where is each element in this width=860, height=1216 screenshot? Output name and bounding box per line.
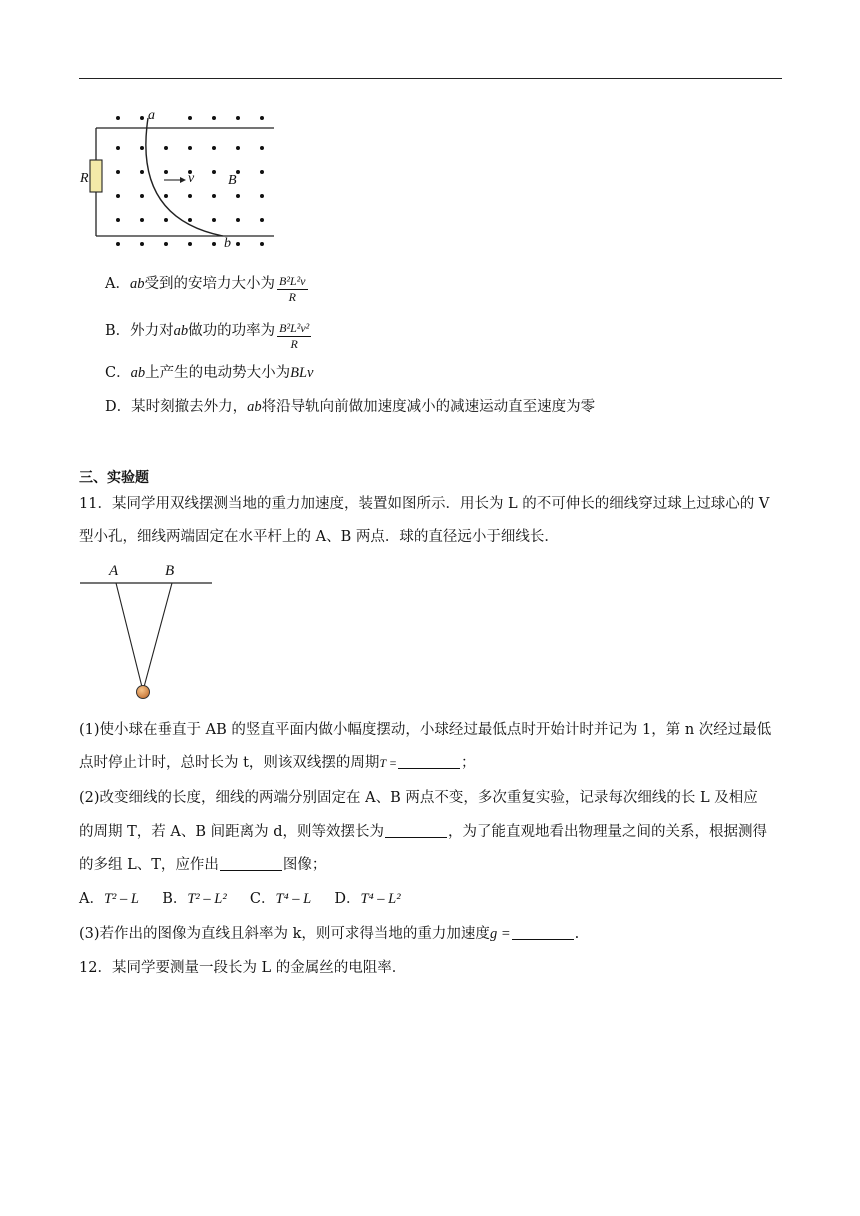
field-dot [188,218,192,222]
q11-line2: 型小孔，细线两端固定在水平杆上的 A、B 两点．球的直径远小于细线长． [79,529,559,545]
q11-part2-line3: 的多组 L、T，应作出 图像； [79,857,327,873]
field-dot [212,242,216,246]
q11-part2-line1: (2)改变细线的长度，细线的两端分别固定在 A、B 两点不变，多次重复实验，记录每次细线的长 L 及相应 [79,790,758,806]
blank-period[interactable] [398,754,460,769]
option-B-text: 做功的功率为 [188,323,276,339]
field-dot [236,116,240,120]
field-dot [116,116,120,120]
field-dot [188,242,192,246]
q11-part3: (3)若作出的图像为直线且斜率为 k，则可求得当地的重力加速度g = . [79,926,580,942]
field-dot [116,170,120,174]
section-title: 三、实验题 [79,470,149,486]
field-dot [164,194,168,198]
label-v: v [188,171,195,186]
label-B: B [228,173,237,188]
field-dot [140,170,144,174]
blank-graph-choice[interactable] [220,856,282,871]
option-B-fraction: $\frac{\text{B²L²v²}}{R}$ [279,321,310,351]
field-dot [164,218,168,222]
field-dot [140,194,144,198]
field-dot [164,170,168,174]
option-A-fraction: $\frac{\text{B²L²v}}{R}$ [278,274,306,304]
q10-option-D: D．某时刻撤去外力，ab将沿导轨向前做加速度减小的减速运动直至速度为零 [105,399,596,415]
field-dot [260,218,264,222]
field-dot [212,146,216,150]
blank-equivalent-length[interactable] [385,823,447,838]
field-dot [116,218,120,222]
field-dot [140,218,144,222]
field-dot [260,146,264,150]
q11-options-row: A．T² – L B．T² – L² C．T⁴ – L D．T⁴ – L² [79,891,401,907]
field-dot [164,242,168,246]
rail-field-figure [78,108,278,250]
field-dot [188,194,192,198]
fig-label-A: A [109,563,119,579]
field-dot [116,146,120,150]
field-dot [116,194,120,198]
field-dot [260,170,264,174]
field-dot [212,194,216,198]
q11-part1-line1: (1)使小球在垂直于 AB 的竖直平面内做小幅度摆动，小球经过最低点时开始计时并记为 1，第 n 次经过最低 [79,722,772,738]
blank-gravity[interactable] [512,925,574,940]
field-dot [260,116,264,120]
q11-part2-line2: 的周期 T，若 A、B 间距离为 d，则等效摆长为 ，为了能直观地看出物理量之间的关系，根据测得 [79,824,768,840]
field-dot [140,242,144,246]
label-b: b [224,236,231,251]
fig-label-B: B [165,563,175,579]
option-A-text: 受到的安培力大小为 [144,276,275,292]
field-dot [140,146,144,150]
field-dot [164,146,168,150]
field-dot [236,146,240,150]
field-dot [212,218,216,222]
label-R: R [80,171,89,186]
q10-option-A [105,272,308,305]
q12-text: 12．某同学要测量一段长为 L 的金属丝的电阻率． [79,960,407,976]
field-dot [236,218,240,222]
option-A-var: ab [129,276,145,292]
bifilar-pendulum-figure [78,575,218,703]
q11-line1: 11．某同学用双线摆测当地的重力加速度，装置如图所示．用长为 L 的不可伸长的细线穿过球上过球心的 V [79,496,770,512]
q11-part1-line2: 点时停止计时，总时长为 t，则该双线摆的周期T = ； [79,755,476,771]
field-dot [140,116,144,120]
field-dot [188,146,192,150]
option-A-prefix: A． [105,276,130,292]
field-dot [116,242,120,246]
field-dot [260,242,264,246]
q10-option-B [105,319,311,352]
option-B-var: ab [173,323,189,339]
header-rule [79,78,782,79]
field-dot [212,170,216,174]
field-dot [188,116,192,120]
field-dot [212,116,216,120]
q10-option-C: C．ab上产生的电动势大小为BLv [105,365,314,381]
label-a: a [148,108,155,123]
field-dot [236,194,240,198]
field-dot [236,242,240,246]
option-B-prefix: B．外力对 [105,323,174,339]
field-dot [260,194,264,198]
